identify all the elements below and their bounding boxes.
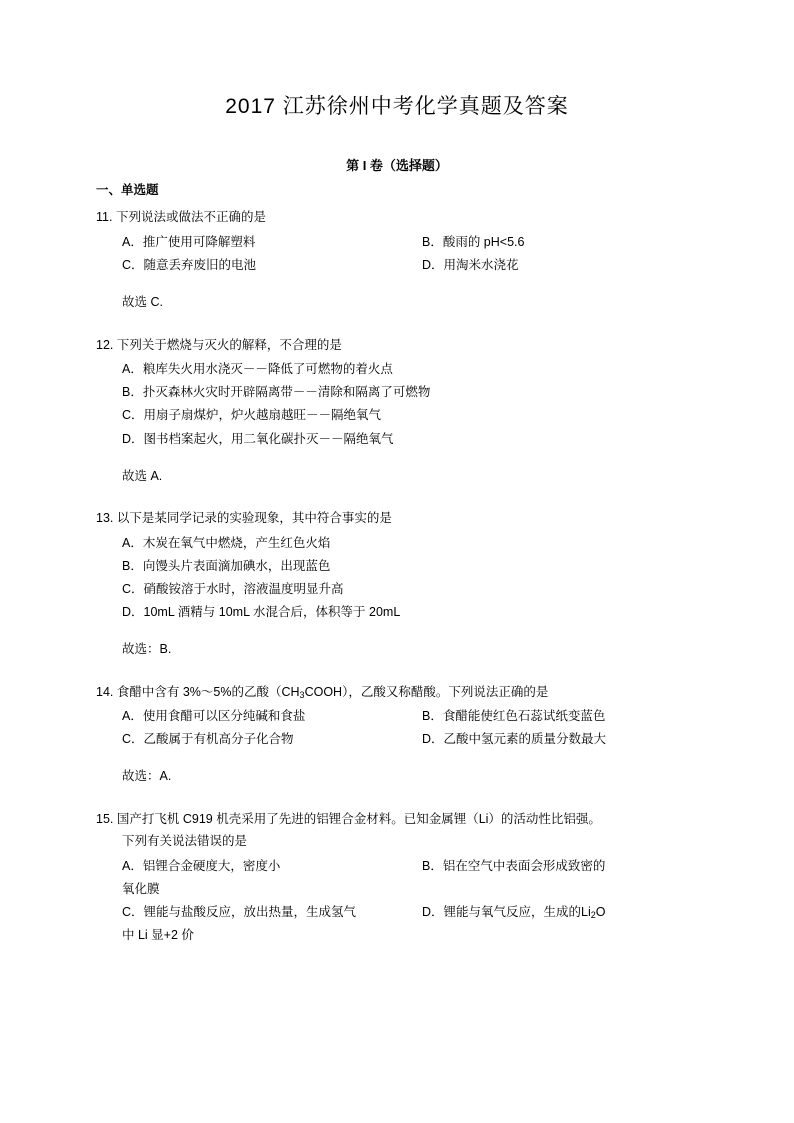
option-d[interactable]: D．乙酸中氢元素的质量分数最大 <box>422 732 607 747</box>
option-row <box>122 705 698 728</box>
question-13-stem <box>96 507 698 530</box>
question-11 <box>96 206 698 313</box>
question-11-options <box>122 231 698 277</box>
option-d-wrap: 中 Li 显+2 价 <box>122 928 194 943</box>
option-b[interactable] <box>422 855 698 878</box>
question-13 <box>96 507 698 661</box>
question-14-text: 食醋中含有 3%～5%的乙酸$(CH_3COOH)$，乙酸又称醋酸。下列说法正确的是 <box>116 684 549 700</box>
option-row <box>122 728 698 751</box>
question-12-number: 12. <box>96 337 114 352</box>
question-12-stem <box>96 334 698 357</box>
question-12-options <box>122 358 698 451</box>
option-d[interactable]: D．10mL 酒精与 10mL 水混合后，体积等于 20mL <box>122 605 401 620</box>
question-13-options <box>122 532 698 625</box>
option-d[interactable]: D．用淘米水浇花 <box>422 258 519 273</box>
option-a[interactable]: A．木炭在氧气中燃烧，产生红色火焰 <box>122 535 331 550</box>
question-15 <box>96 808 698 948</box>
question-11-answer: 故选 C. <box>122 295 163 310</box>
question-14-stem <box>96 681 698 704</box>
option-b[interactable]: B．食醋能使红色石蕊试纸变蓝色 <box>422 709 606 724</box>
part-label: 一、单选题 <box>96 183 159 198</box>
page-title: 2017 江苏徐州中考化学真题及答案 <box>225 95 569 118</box>
option-c[interactable]: C．锂能与盐酸反应，放出热量，生成氢气 <box>122 905 357 920</box>
option-b[interactable]: B．向馒头片表面滴加碘水，出现蓝色 <box>122 558 331 573</box>
question-12-text: 下列关于燃烧与灭火的解释，不合理的是 <box>116 337 342 352</box>
question-14-answer: 故选：A. <box>122 769 172 784</box>
question-15-stem <box>96 808 698 831</box>
option-row <box>122 231 698 254</box>
question-14 <box>96 681 698 788</box>
question-12-answer: 故选 A. <box>122 468 163 483</box>
option-a[interactable]: A．推广使用可降解塑料 <box>122 234 256 249</box>
option-b-text: B．铝在空气中表面会形成致密的 <box>422 858 606 873</box>
option-a[interactable]: A．铝锂合金硬度大，密度小 <box>122 858 281 873</box>
option-row <box>122 901 698 924</box>
question-15-number: 15. <box>96 811 114 826</box>
question-11-number: 11. <box>96 210 113 225</box>
option-b[interactable]: B．扑灭森林火灾时开辟隔离带－－清除和隔离了可燃物 <box>122 385 431 400</box>
option-a[interactable]: A．粮库失火用水浇灭－－降低了可燃物的着火点 <box>122 362 393 377</box>
question-15-options <box>122 855 698 948</box>
option-d[interactable] <box>422 901 698 924</box>
question-11-text: 下列说法或做法不正确的是 <box>115 210 266 225</box>
option-row <box>122 254 698 277</box>
option-d-text: D．锂能与氧气反应，生成的$Li_2O$ <box>422 905 606 921</box>
section-title: 第 I 卷（选择题） <box>346 158 448 174</box>
option-row <box>122 855 698 878</box>
question-15-stem-line2: 下列有关说法错误的是 <box>122 834 248 849</box>
option-c[interactable]: C．用扇子扇煤炉，炉火越扇越旺－－隔绝氧气 <box>122 408 382 423</box>
question-14-options <box>122 705 698 751</box>
question-13-number: 13. <box>96 511 114 526</box>
option-c[interactable]: C．乙酸属于有机高分子化合物 <box>122 732 294 747</box>
question-13-text: 以下是某同学记录的实验现象，其中符合事实的是 <box>116 511 392 526</box>
option-b-wrap: 氧化膜 <box>122 882 160 897</box>
option-c[interactable]: C．随意丢弃废旧的电池 <box>122 258 257 273</box>
option-b[interactable]: B．酸雨的 pH<5.6 <box>422 234 525 249</box>
question-13-answer: 故选：B. <box>122 642 172 657</box>
question-11-stem <box>96 206 698 229</box>
option-c[interactable]: C．硝酸铵溶于水时，溶液温度明显升高 <box>122 581 344 596</box>
question-14-number: 14. <box>96 684 114 699</box>
option-a[interactable]: A．使用食醋可以区分纯碱和食盐 <box>122 709 306 724</box>
question-15-text: 国产打飞机 C919 机壳采用了先进的铝锂合金材料。已知金属锂（Li）的活动性比铝强。 <box>116 811 601 826</box>
option-d[interactable]: D．图书档案起火，用二氧化碳扑灭－－隔绝氧气 <box>122 431 394 446</box>
question-12 <box>96 334 698 488</box>
